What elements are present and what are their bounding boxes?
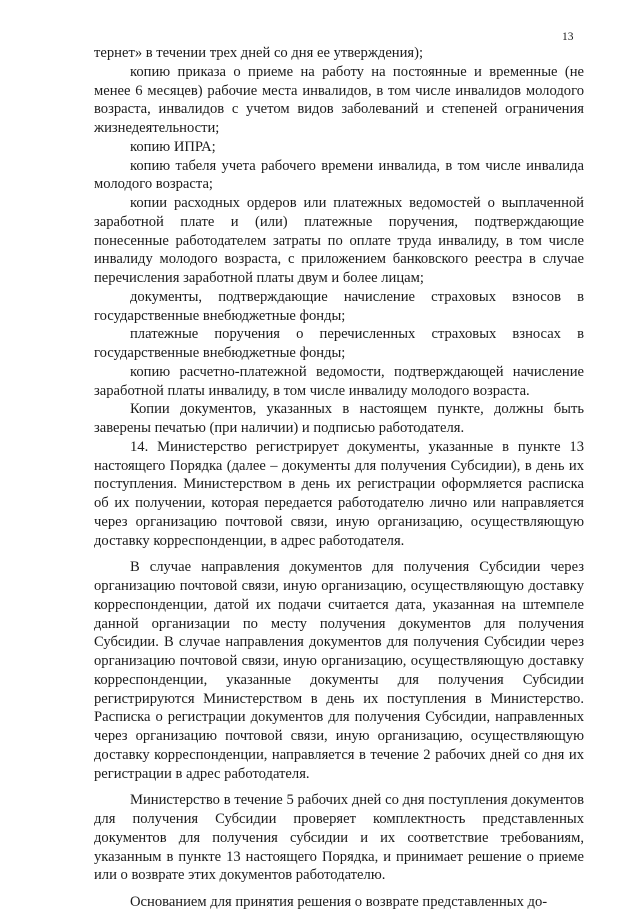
paragraph: копию приказа о приеме на работу на постоянные и временные (не менее 6 месяцев) рабочие места инвалидов, в том числе инвалидов молодого возраста, инвалидов с учетом видов заболеваний и степеней ограничения жизнедеятельности;: [94, 63, 584, 136]
paragraph: Министерство в течение 5 рабочих дней со дня поступления документов для получения Субсидии проверяет комплектность представленных документов для получения субсидии и их соответствие требованиям, указанным в пункте 13 настоящего Порядка, и принимает решение о приеме или о возврате этих документов работодателю.: [94, 792, 584, 884]
paragraph: Копии документов, указанных в настоящем пункте, должны быть заверены печатью (при наличии) и подписью работодателя.: [94, 401, 584, 436]
paragraph: копию расчетно-платежной ведомости, подтверждающей начисление заработной платы инвалиду, в том числе инвалиду молодого возраста.: [94, 363, 584, 399]
document-body: [94, 44, 584, 912]
paragraph: 14. Министерство регистрирует документы, указанные в пункте 13 настоящего Порядка (далее – документы для получения Субсидии), в день их поступления. Министерством в день их регистрации оформляется расписка об их получении, которая передается работодателю лично или направляется через организацию почтовой связи, иную организацию, осуществляющую доставку корреспонденции, в адрес работодателя.: [94, 438, 584, 549]
paragraph: документы, подтверждающие начисление страховых взносов в государственные внебюджетные фонды;: [94, 288, 584, 324]
paragraph: копии расходных ордеров или платежных ведомостей о выплаченной заработной плате и (или) платежные поручения, подтверждающие понесенные работодателем затраты по оплате труда инвалиду, в том числе инвалиду молодого возраста, с приложением банковского реестра в случае перечисления заработной платы двум и более лицам;: [94, 195, 584, 286]
paragraph: копию ИПРА;: [130, 138, 216, 155]
paragraph: копию табеля учета рабочего времени инвалида, в том числе инвалида молодого возраста;: [94, 157, 584, 193]
paragraph: Основанием для принятия решения о возврате представленных до-: [130, 894, 548, 910]
paragraph: В случае направления документов для получения Субсидии через организацию почтовой связи, иную организацию, осуществляющую доставку корреспонденции, датой их подачи считается дата, указанная на штемпеле данной организации по месту получения документов для получения Субсидии. В случае направления документов для получения Субсидии через организацию почтовой связи, иную организацию, осуществляющую доставку корреспонденции, указанные документы для получения Субсидии регистрируются Министерством в день их поступления в Министерство. Расписка о регистрации документов для получения Субсидии, направленных через организацию почтовой связи, иную организацию, осуществляющую доставку корреспонденции, направляется в течение 2 рабочих дней со дня их регистрации в адрес работодателя.: [94, 559, 584, 782]
paragraph: платежные поручения о перечисленных страховых взносах в государственные внебюджетные фонды;: [94, 326, 584, 361]
page-number: 13: [562, 31, 574, 43]
paragraph: тернет» в течении трех дней со дня ее утверждения);: [94, 45, 424, 61]
